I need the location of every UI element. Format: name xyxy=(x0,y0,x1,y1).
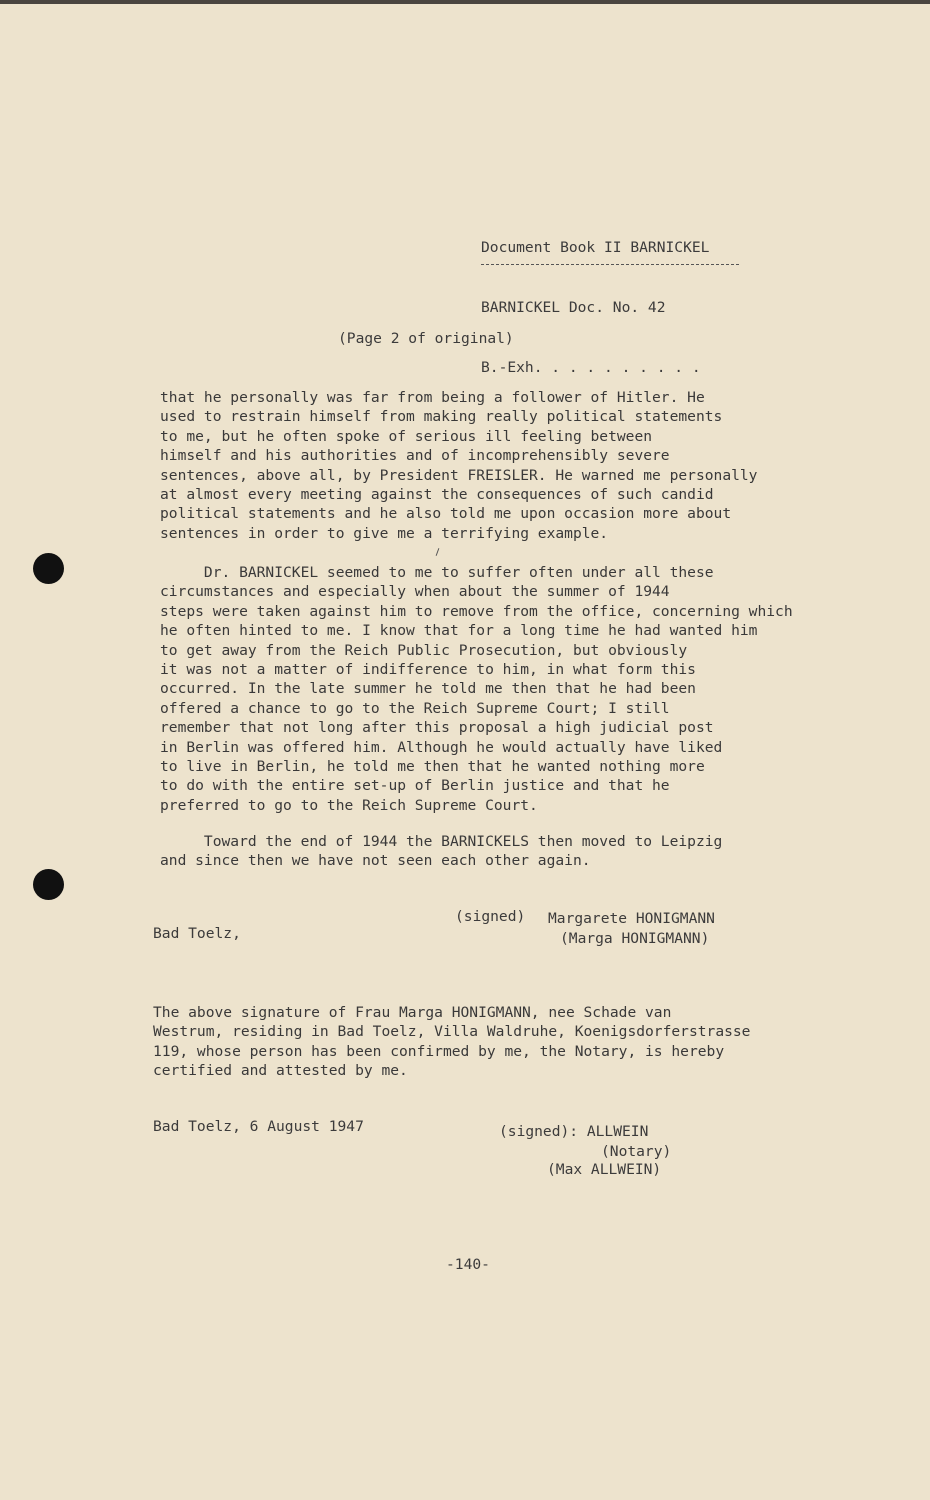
page-number: -140- xyxy=(446,1256,490,1273)
signature-place: Bad Toelz, xyxy=(153,925,241,942)
header-line: B.-Exh. . . . . . . . . . xyxy=(481,359,701,376)
text-line: Toward the end of 1944 the BARNICKELS then moved to Leipzig xyxy=(160,833,723,850)
text-line: himself and his authorities and of incomprehensibly severe xyxy=(160,447,670,465)
signatory-name-paren: (Marga HONIGMANN) xyxy=(560,930,710,947)
notary-certification xyxy=(153,1003,843,1081)
text-line: it was not a matter of indifference to him, in what form this xyxy=(160,661,696,679)
document-header xyxy=(481,198,709,418)
signatory-name: Margarete HONIGMANN xyxy=(548,910,715,927)
text-line: circumstances and especially when about the summer of 1944 xyxy=(160,583,670,601)
header-line: BARNICKEL Doc. No. 42 xyxy=(481,299,666,316)
punch-hole xyxy=(33,869,64,900)
paragraph-3 xyxy=(160,832,850,871)
text-line: to do with the entire set-up of Berlin justice and that he xyxy=(160,777,670,795)
text-line: sentences in order to give me a terrifying example. xyxy=(160,524,609,542)
text-line: occurred. In the late summer he told me then that he had been xyxy=(160,680,696,698)
text-line: sentences, above all, by President FREISLER. He warned me personally xyxy=(160,466,758,484)
text-line: to get away from the Reich Public Prosecution, but obviously xyxy=(160,641,688,659)
text-line: to me, but he often spoke of serious ill feeling between xyxy=(160,427,653,445)
header-underline xyxy=(481,264,739,265)
header-line: Document Book II BARNICKEL xyxy=(481,239,710,256)
text-line: steps were taken against him to remove from the office, concerning which xyxy=(160,602,793,620)
text-line: Westrum, residing in Bad Toelz, Villa Waldruhe, Koenigsdorferstrasse xyxy=(153,1023,751,1041)
page-note: (Page 2 of original) xyxy=(338,330,514,347)
scan-edge xyxy=(0,0,930,4)
paragraph-1 xyxy=(160,388,850,543)
notary-name-paren: (Max ALLWEIN) xyxy=(547,1161,662,1178)
text-line: used to restrain himself from making really political statements xyxy=(160,408,723,426)
text-line: The above signature of Frau Marga HONIGMANN, nee Schade van xyxy=(153,1004,672,1021)
text-line: political statements and he also told me upon occasion more about xyxy=(160,505,732,523)
signed-label: (signed) xyxy=(455,908,526,925)
text-line: remember that not long after this proposal a high judicial post xyxy=(160,719,714,737)
text-line: that he personally was far from being a follower of Hitler. He xyxy=(160,389,705,406)
text-line: offered a chance to go to the Reich Supreme Court; I still xyxy=(160,699,670,717)
text-line: 119, whose person has been confirmed by me, the Notary, is hereby xyxy=(153,1042,725,1060)
text-line: Dr. BARNICKEL seemed to me to suffer often under all these xyxy=(160,564,714,581)
punch-hole xyxy=(33,553,64,584)
notary-title: (Notary) xyxy=(601,1143,672,1160)
pen-mark xyxy=(436,548,440,556)
text-line: he often hinted to me. I know that for a long time he had wanted him xyxy=(160,622,758,640)
text-line: preferred to go to the Reich Supreme Court. xyxy=(160,796,538,814)
notary-place-date: Bad Toelz, 6 August 1947 xyxy=(153,1118,364,1135)
text-line: to live in Berlin, he told me then that he wanted nothing more xyxy=(160,758,705,776)
paragraph-2 xyxy=(160,563,850,815)
text-line: and since then we have not seen each other again. xyxy=(160,852,591,870)
text-line: at almost every meeting against the consequences of such candid xyxy=(160,486,714,504)
text-line: in Berlin was offered him. Although he would actually have liked xyxy=(160,738,723,756)
notary-signed: (signed): ALLWEIN xyxy=(499,1123,649,1140)
text-line: certified and attested by me. xyxy=(153,1062,408,1080)
